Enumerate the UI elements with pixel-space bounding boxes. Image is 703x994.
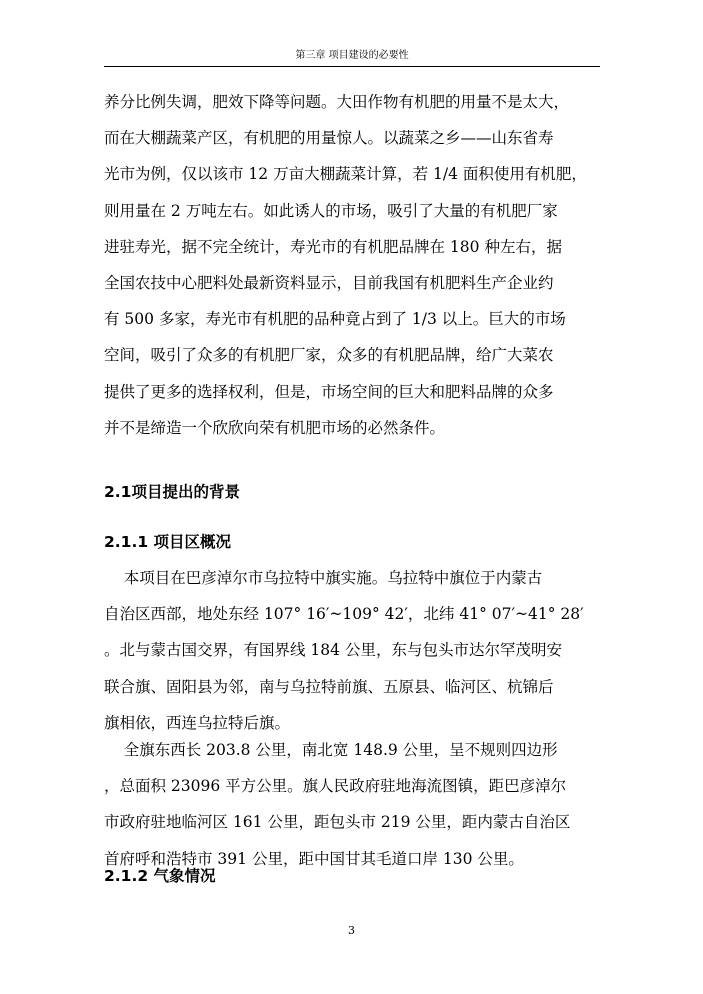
running-header: 第三章 项目建设的必要性 (104, 48, 600, 67)
paragraph-3 (104, 732, 600, 877)
text-line: 光市为例，仅以该市 12 万亩大棚蔬菜计算，若 1/4 面积使用有机肥， (104, 165, 587, 184)
text-line: 全旗东西长 203.8 公里，南北宽 148.9 公里，呈不规则四边形 (104, 741, 558, 759)
text-line: 并不是缔造一个欣欣向荣有机肥市场的必然条件。 (104, 418, 446, 437)
text-line: 本项目在巴彦淖尔市乌拉特中旗实施。乌拉特中旗位于内蒙古 (104, 569, 543, 587)
text-line: 旗相依，西连乌拉特后旗。 (104, 713, 291, 732)
text-line: 进驻寿光，据不完全统计，寿光市的有机肥品牌在 180 种左右，据 (104, 237, 562, 256)
section-heading: 2.1项目提出的背景 (104, 483, 240, 501)
subsection-heading: 2.1.2 气象情况 (104, 867, 216, 885)
text-line: 提供了更多的选择权利，但是，市场空间的巨大和肥料品牌的众多 (104, 382, 554, 401)
text-line: 首府呼和浩特市 391 公里，距中国甘其毛道口岸 130 公里。 (104, 849, 524, 868)
text-line: 空间，吸引了众多的有机肥厂家，众多的有机肥品牌，给广大菜农 (104, 346, 554, 365)
subsection-heading: 2.1.1 项目区概况 (104, 533, 232, 551)
text-line: 自治区西部，地处东经 107° 16′~109° 42′，北纬 41° 07′~41° 28′ (104, 605, 584, 624)
text-line: 则用量在 2 万吨左右。如此诱人的市场，吸引了大量的有机肥厂家 (104, 201, 558, 220)
text-line: 养分比例失调，肥效下降等问题。大田作物有机肥的用量不是太大， (104, 93, 570, 111)
text-line: ，总面积 23096 平方公里。旗人民政府驻地海流图镇，距巴彦淖尔 (104, 777, 567, 796)
paragraph-2 (104, 560, 600, 741)
text-line: 。北与蒙古国交界，有国界线 184 公里，东与包头市达尔罕茂明安 (104, 641, 562, 660)
text-line: 联合旗、固阳县为邻，南与乌拉特前旗、五原县、临河区、杭锦后 (104, 677, 554, 696)
text-line: 全国农技中心肥料处最新资料显示，目前我国有机肥料生产企业约 (104, 273, 554, 292)
text-line: 而在大棚蔬菜产区，有机肥的用量惊人。以蔬菜之乡——山东省寿 (104, 129, 554, 148)
page-number: 3 (348, 924, 355, 937)
text-line: 市政府驻地临河区 161 公里，距包头市 219 公里，距内蒙古自治区 (104, 813, 571, 832)
paragraph-1 (104, 84, 600, 446)
text-line: 有 500 多家，寿光市有机肥的品种竟占到了 1/3 以上。巨大的市场 (104, 310, 566, 329)
